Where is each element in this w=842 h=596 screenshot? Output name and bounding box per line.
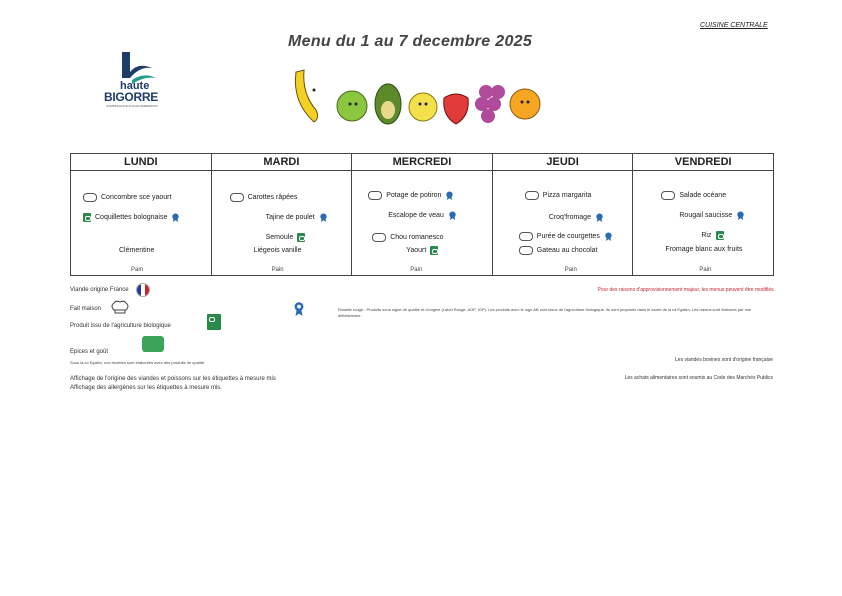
cloud-icon [519,246,533,255]
rosette-icon [736,211,745,220]
menu-item: Tajine de poulet [265,214,315,221]
cloud-icon [368,191,382,200]
menu-item: Coquillettes bolognaise [95,214,168,221]
organic-icon [716,231,724,240]
rosette-icon [448,211,457,220]
page-title: Menu du 1 au 7 decembre 2025 [288,33,533,50]
day-cell-lundi [71,171,212,276]
day-cell-vendredi [633,171,774,276]
cloud-icon [230,193,244,202]
bread-label: Pain [271,267,284,273]
label-notice: Rosette rouge : Produits sous signe de qualité et d'origine (Label Rouge, AOP, IGP). Les produits avec le logo AB sont issus de l'agriculture biologique. Ils sont proposés dans le cadre de la loi Egalim. Les menus sont élaborés par une diététicienne. [338,307,752,318]
menu-table [70,153,774,276]
organic-icon [207,314,221,330]
cloud-icon [372,233,386,242]
modification-notice: Pour des raisons d'approvisionnement majeur, les menus peuvent être modifiés. [597,287,775,293]
legend-affichage2: Affichage des allergènes sur les étiquettes à mesure mis. [70,385,222,391]
bread-label: Pain [564,267,577,273]
rosette-icon [445,191,454,200]
day-header: MARDI [211,154,352,171]
rosette-icon [293,302,305,316]
day-cell-mercredi [352,171,493,276]
menu-item: Concombre sce yaourt [101,194,172,201]
cloud-icon [519,232,533,241]
legend-gout: Epices et goût [70,349,109,355]
fruits-illustration [286,62,548,132]
cloud-icon [525,191,539,200]
legend-fait-maison: Fait maison [70,306,102,312]
france-flag-icon [136,283,150,297]
menu-item: Gateau au chocolat [536,247,598,254]
viandes-notice: Les viandes bovines sont d'origine française [675,357,773,363]
day-header: MERCREDI [352,154,493,171]
menu-item: Rougail saucisse [679,212,733,219]
legend-france: Viande origine France [70,287,129,293]
day-cell-mardi [211,171,352,276]
organic-icon [83,213,91,222]
kitchen-label: CUISINE CENTRALE [700,22,768,29]
logo-tagline: COMMUNAUTE D'AGGLOMERATION [106,104,158,108]
menu-item: Potage de potiron [386,192,442,199]
logo-line2: BIGORRE [104,90,158,104]
menu-item: Croq'fromage [548,214,591,221]
menu-item: Purée de courgettes [536,233,600,240]
speech-bubble-icon [142,336,164,352]
menu-item: Riz [701,232,712,239]
day-header: JEUDI [492,154,633,171]
logo [104,50,172,116]
legend-gout-note: Sous la loi Egalim, nos recettes sont élaborées avec des produits de qualité. [70,360,206,365]
achats-notice: Les achats alimentaires sont soumis au Code des Marchés Publics [624,375,773,381]
menu-item: Fromage blanc aux fruits [665,246,743,253]
legend-bio: Produit issu de l'agriculture biologique [70,323,171,329]
logo-line1: haute [120,80,150,92]
day-cell-jeudi [492,171,633,276]
bread-label: Pain [131,267,144,273]
bread-label: Pain [699,267,712,273]
rosette-icon [319,213,328,222]
rosette-icon [595,213,604,222]
chef-hat-icon [110,300,130,314]
menu-item: Escalope de veau [388,212,444,219]
rosette-icon [171,213,180,222]
menu-item: Carottes râpées [247,194,298,201]
bread-label: Pain [410,267,423,273]
menu-item: Yaourt [406,247,427,254]
organic-icon [430,246,438,255]
cloud-icon [83,193,97,202]
day-header: VENDREDI [633,154,774,171]
menu-item: Salade océane [679,192,727,199]
menu-item: Pizza margarita [542,192,592,199]
menu-item: Liégeois vanille [253,247,302,254]
cloud-icon [661,191,675,200]
menu-item: Chou romanesco [390,234,444,241]
day-header: LUNDI [71,154,212,171]
organic-icon [297,233,305,242]
menu-item: Clémentine [119,247,155,254]
legend-affichage: Affichage de l'origine des viandes et poissons sur les étiquettes à mesure mis [70,376,276,382]
menu-item: Semoule [265,234,294,241]
rosette-icon [604,232,613,241]
